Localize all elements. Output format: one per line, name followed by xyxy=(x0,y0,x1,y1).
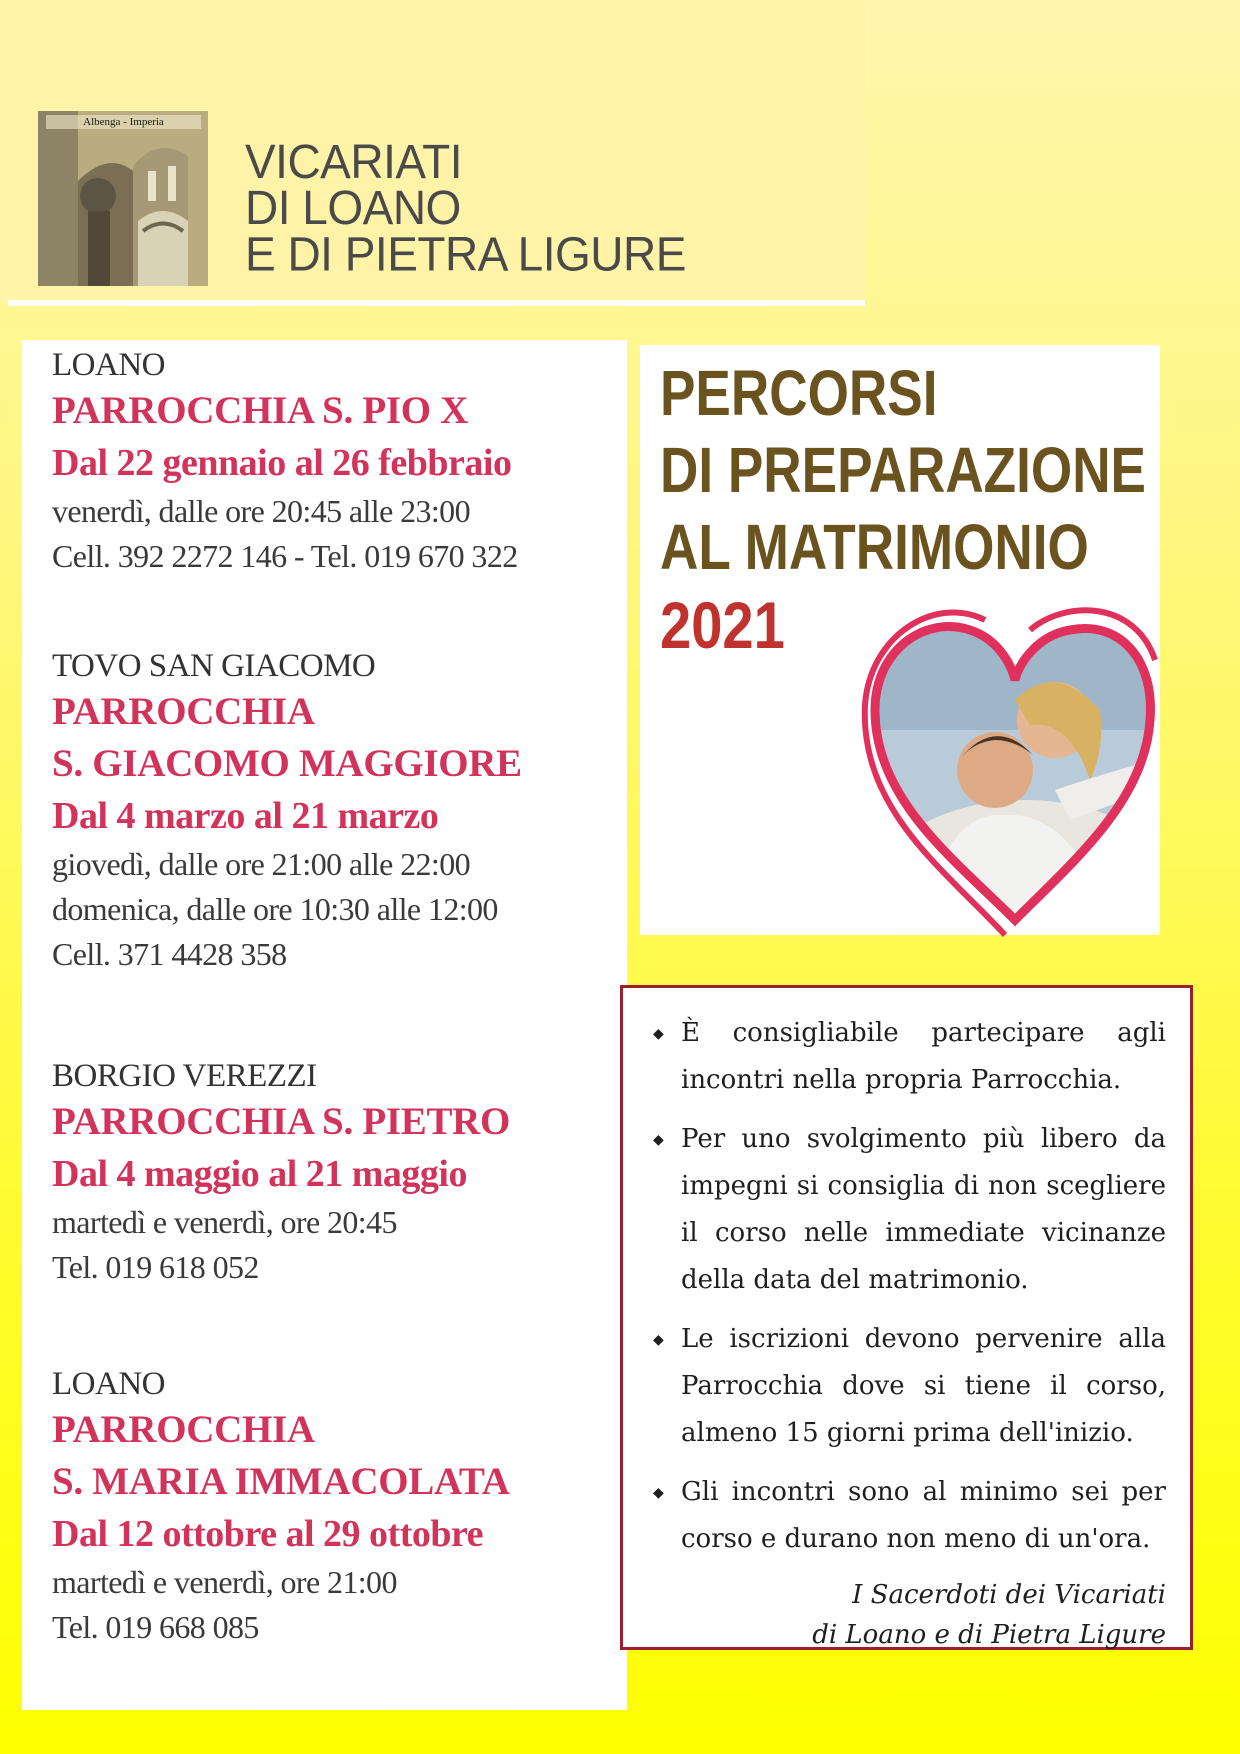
parish-town: TOVO SAN GIACOMO xyxy=(52,648,376,684)
note-item xyxy=(637,1116,1166,1304)
parish-block xyxy=(52,646,632,977)
signature-line: I Sacerdoti dei Vicariati xyxy=(852,1580,1166,1610)
header-divider xyxy=(8,300,865,306)
parish-detail: domenica, dalle ore 10:30 alle 12:00 xyxy=(52,891,498,927)
parish-block xyxy=(52,345,632,579)
course-year: 2021 xyxy=(660,588,785,662)
parish-dates: Dal 4 marzo al 21 marzo xyxy=(52,795,439,837)
title-line: E DI PIETRA LIGURE xyxy=(245,226,686,281)
logo-caption: Albenga - Imperia xyxy=(46,115,201,129)
parish-dates: Dal 22 gennaio al 26 febbraio xyxy=(52,442,512,484)
vicariate-title xyxy=(245,133,686,281)
course-title-line: PERCORSI xyxy=(660,357,938,429)
parish-name: S. GIACOMO MAGGIORE xyxy=(52,742,522,785)
note-text: È consigliabile partecipare agli incontri nella propria Parrocchia. xyxy=(681,1018,1166,1095)
parish-detail: Tel. 019 618 052 xyxy=(52,1249,259,1285)
parish-detail: giovedì, dalle ore 21:00 alle 22:00 xyxy=(52,846,471,882)
course-title-line: DI PREPARAZIONE xyxy=(660,434,1146,506)
title-line: VICARIATI xyxy=(245,133,463,189)
heart-couple-illustration xyxy=(855,590,1165,940)
note-text: Gli incontri sono al minimo sei per corso e durano non meno di un'ora. xyxy=(681,1477,1166,1554)
diocese-logo xyxy=(38,111,208,286)
diamond-bullet-icon: ◆ xyxy=(653,1332,664,1348)
parish-town: BORGIO VEREZZI xyxy=(52,1058,317,1094)
parish-dates: Dal 12 ottobre al 29 ottobre xyxy=(52,1513,484,1555)
note-text: Per uno svolgimento più libero da impegni si consiglia di non scegliere il corso nelle immediate vicinanze della data del matrimonio. xyxy=(681,1124,1166,1295)
course-title xyxy=(660,355,1146,586)
signature xyxy=(637,1575,1166,1655)
note-text: Le iscrizioni devono pervenire alla Parrocchia dove si tiene il corso, almeno 15 giorni prima dell'inizio. xyxy=(681,1324,1166,1448)
parish-detail: martedì e venerdì, ore 20:45 xyxy=(52,1204,397,1240)
parish-detail: Cell. 371 4428 358 xyxy=(52,936,287,972)
parish-name: PARROCCHIA xyxy=(52,1408,315,1451)
notes-box xyxy=(620,985,1193,1650)
note-item xyxy=(637,1469,1166,1563)
parish-detail: Tel. 019 668 085 xyxy=(52,1609,259,1645)
parish-town: LOANO xyxy=(52,347,165,383)
parish-detail: venerdì, dalle ore 20:45 alle 23:00 xyxy=(52,493,470,529)
parish-dates: Dal 4 maggio al 21 maggio xyxy=(52,1153,467,1195)
diamond-bullet-icon: ◆ xyxy=(653,1132,664,1148)
note-item xyxy=(637,1010,1166,1104)
parish-block xyxy=(52,1056,632,1290)
parish-block xyxy=(52,1364,632,1650)
signature-line: di Loano e di Pietra Ligure xyxy=(812,1620,1166,1650)
parish-name: PARROCCHIA xyxy=(52,690,315,733)
notes-list xyxy=(637,1010,1166,1563)
parish-name: S. MARIA IMMACOLATA xyxy=(52,1460,510,1503)
parish-detail: Cell. 392 2272 146 - Tel. 019 670 322 xyxy=(52,538,518,574)
note-item xyxy=(637,1316,1166,1457)
diamond-bullet-icon: ◆ xyxy=(653,1026,664,1042)
parish-detail: martedì e venerdì, ore 21:00 xyxy=(52,1564,397,1600)
parish-town: LOANO xyxy=(52,1366,165,1402)
parish-name: PARROCCHIA S. PIETRO xyxy=(52,1100,511,1143)
course-title-line: AL MATRIMONIO xyxy=(660,511,1089,583)
diamond-bullet-icon: ◆ xyxy=(653,1485,664,1501)
title-line: DI LOANO xyxy=(245,180,461,235)
parish-name: PARROCCHIA S. PIO X xyxy=(52,389,469,432)
